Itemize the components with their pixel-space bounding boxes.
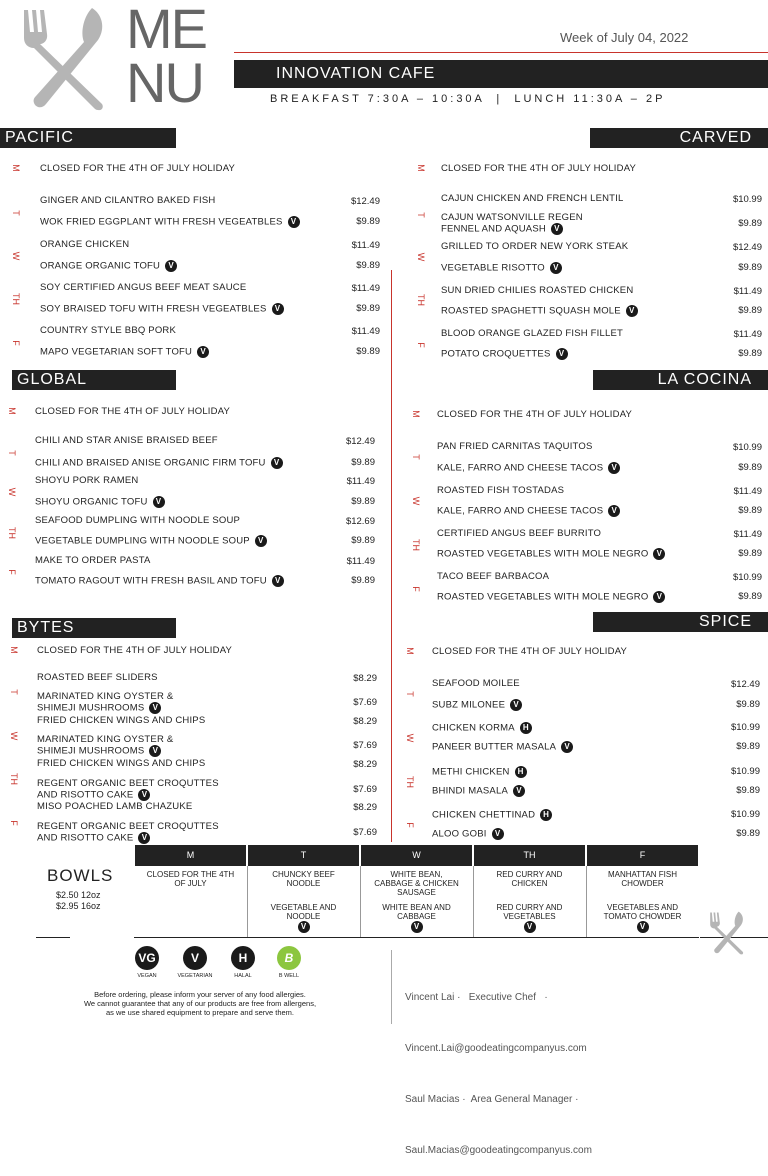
menu-item-price: $11.49 — [733, 486, 762, 497]
menu-item-name: PAN FRIED CARNITAS TAQUITOS — [437, 441, 593, 452]
day-label-w: W — [411, 496, 421, 506]
menu-item-price: $9.89 — [738, 548, 762, 559]
menu-item-price: $12.49 — [345, 436, 375, 447]
manager-name: Saul Macias · Area General Manager · — [405, 1094, 579, 1105]
menu-item-price: $9.89 — [736, 785, 760, 796]
menu-item-price: $9.89 — [736, 741, 760, 752]
menu-item — [35, 496, 165, 508]
menu-item-name: ROASTED SPAGHETTI SQUASH MOLE — [441, 305, 621, 317]
menu-item-price: $11.49 — [346, 556, 375, 567]
logo-line-me: ME — [126, 0, 206, 60]
day-label-th: TH — [405, 776, 415, 788]
vegetarian-badge-icon: V — [153, 496, 165, 508]
menu-item-name: SOY BRAISED TOFU WITH FRESH VEGEATBLES — [40, 303, 267, 315]
menu-item-price: $8.29 — [353, 802, 377, 813]
menu-item-name: CAJUN CHICKEN AND FRENCH LENTIL — [441, 193, 624, 204]
menu-item — [441, 305, 638, 317]
menu-item — [37, 759, 205, 769]
section-header-lacocina: LA COCINA — [593, 370, 768, 390]
menu-item — [40, 216, 300, 228]
menu-item-price: $12.49 — [730, 679, 760, 690]
vegetarian-badge-icon: V — [551, 223, 563, 235]
day-label-t: T — [416, 212, 426, 218]
menu-item — [441, 348, 568, 360]
manager-email[interactable]: Saul.Macias@goodeatingcompanyus.com — [405, 1145, 592, 1156]
menu-item — [40, 196, 215, 206]
menu-item-name: MAPO VEGETARIAN SOFT TOFU — [40, 346, 193, 358]
day-label-th: TH — [7, 527, 17, 539]
vegetarian-badge-icon: V — [272, 575, 284, 587]
chef-email[interactable]: Vincent.Lai@goodeatingcompanyus.com — [405, 1043, 587, 1054]
menu-item-price: $9.89 — [356, 346, 380, 357]
menu-item-name-line2: SHIMEJI MUSHROOMS — [37, 702, 145, 714]
bowls-underline — [36, 937, 70, 938]
bowls-column-divider — [586, 866, 587, 938]
vegetarian-badge-icon: V — [608, 462, 620, 474]
menu-item-price: $9.89 — [356, 260, 380, 271]
day-label-w: W — [7, 487, 17, 497]
menu-item-price: $9.89 — [736, 699, 760, 710]
closed-notice: CLOSED FOR THE 4TH OF JULY HOLIDAY — [40, 163, 236, 174]
bowls-soup-top: RED CURRY AND CHICKEN — [496, 870, 563, 888]
bowls-day-header-th: TH — [474, 845, 585, 866]
vegetarian-badge-icon: V — [271, 457, 283, 469]
day-label-m: M — [7, 407, 17, 415]
menu-item — [432, 679, 520, 689]
menu-item-price: $9.89 — [738, 591, 762, 602]
halal-badge-icon: H — [515, 766, 527, 778]
menu-item — [432, 809, 552, 821]
vegetarian-badge-icon: V — [272, 303, 284, 315]
menu-item-price: $7.69 — [353, 827, 377, 838]
menu-item-price: $7.69 — [353, 697, 377, 708]
bwell-label: B WELL — [278, 973, 300, 979]
menu-item — [37, 692, 173, 714]
menu-item-price: $10.99 — [730, 722, 760, 733]
menu-item-name: SEAFOOD MOILEE — [432, 678, 520, 689]
menu-item-price: $9.89 — [738, 505, 762, 516]
menu-item — [432, 766, 527, 778]
menu-item-name: CHILI AND BRAISED ANISE ORGANIC FIRM TOFU — [35, 457, 266, 469]
bowls-soup-bottom: WHITE BEAN AND CABBAGE — [382, 903, 451, 921]
menu-item-name: ROASTED BEEF SLIDERS — [37, 672, 158, 683]
menu-item-price: $12.49 — [732, 242, 762, 253]
bowls-column-divider — [247, 866, 248, 938]
menu-item — [432, 741, 573, 753]
cafe-name-bar — [234, 60, 768, 88]
menu-item-price: $11.49 — [346, 476, 375, 487]
menu-item-price: $10.99 — [732, 442, 762, 453]
menu-item — [432, 722, 532, 734]
halal-icon: H — [231, 946, 255, 970]
menu-item — [437, 591, 665, 603]
bowls-soup-top: WHITE BEAN, CABBAGE & CHICKEN SAUSAGE — [374, 870, 459, 897]
chef-name: Vincent Lai · Executive Chef · — [405, 992, 548, 1003]
day-label-t: T — [7, 450, 17, 456]
closed-notice: CLOSED FOR THE 4TH OF JULY HOLIDAY — [441, 163, 637, 174]
menu-item-price: $9.89 — [738, 348, 762, 359]
day-label-w: W — [9, 731, 19, 741]
closed-notice: CLOSED FOR THE 4TH OF JULY HOLIDAY — [432, 646, 628, 657]
menu-item-name: VEGETABLE RISOTTO — [441, 262, 545, 274]
bowls-soup-top: CLOSED FOR THE 4TH OF JULY — [146, 870, 235, 888]
menu-item-name: VEGETABLE DUMPLING WITH NOODLE SOUP — [35, 535, 250, 547]
day-label-th: TH — [9, 773, 19, 785]
vegetarian-badge-icon: V — [653, 548, 665, 560]
menu-item-name: SUBZ MILONEE — [432, 699, 506, 711]
menu-item — [35, 556, 151, 566]
vegetarian-badge-icon: V — [513, 785, 525, 797]
section-header-global: GLOBAL — [12, 370, 176, 390]
menu-item — [437, 442, 592, 452]
halal-badge-icon: H — [540, 809, 552, 821]
menu-item-price: $9.89 — [351, 535, 375, 546]
bowls-column-divider — [473, 866, 474, 938]
day-label-m: M — [416, 164, 426, 172]
menu-item-name: CHILI AND STAR ANISE BRAISED BEEF — [35, 435, 218, 446]
menu-item-name: POTATO CROQUETTES — [441, 348, 551, 360]
menu-item-name: CERTIFIED ANGUS BEEF BURRITO — [437, 528, 602, 539]
menu-item-name: ALOO GOBI — [432, 828, 487, 840]
menu-item — [441, 262, 562, 274]
menu-item — [37, 673, 158, 683]
menu-item-price: $9.89 — [738, 462, 762, 473]
day-label-f: F — [11, 340, 21, 346]
menu-item-name: SOY CERTIFIED ANGUS BEEF MEAT SAUCE — [40, 282, 247, 293]
menu-item — [437, 529, 601, 539]
menu-item-name: SHOYU ORGANIC TOFU — [35, 496, 148, 508]
menu-item-price: $10.99 — [730, 809, 760, 820]
menu-item-name: PANEER BUTTER MASALA — [432, 741, 557, 753]
fork-knife-small-icon — [706, 910, 752, 956]
menu-item-name: GINGER AND CILANTRO BAKED FISH — [40, 195, 216, 206]
disclaimer-line-3: as we use shared equipment to prepare and serve them. — [105, 1008, 295, 1017]
menu-item-price: $8.29 — [353, 716, 377, 727]
menu-item-name-line2: AND RISOTTO CAKE — [37, 789, 134, 801]
menu-item — [40, 283, 246, 293]
menu-item-name: SEAFOOD DUMPLING WITH NOODLE SOUP — [35, 515, 241, 526]
menu-item — [35, 476, 139, 486]
day-label-t: T — [11, 210, 21, 216]
menu-item — [40, 346, 209, 358]
menu-item — [40, 326, 176, 336]
menu-item — [37, 802, 192, 812]
vegetarian-icon: V — [183, 946, 207, 970]
closed-notice: CLOSED FOR THE 4TH OF JULY HOLIDAY — [37, 645, 233, 656]
day-label-f: F — [9, 820, 19, 826]
vegetarian-badge-icon: V — [298, 921, 310, 933]
menu-item-name: ORANGE CHICKEN — [40, 239, 130, 250]
menu-item-price: $11.49 — [351, 240, 380, 251]
menu-item-name: REGENT ORGANIC BEET CROQUTTES — [37, 778, 219, 789]
day-label-t: T — [405, 691, 415, 697]
vegetarian-badge-icon: V — [138, 832, 150, 844]
vegetarian-badge-icon: V — [288, 216, 300, 228]
vegetarian-badge-icon: V — [138, 789, 150, 801]
vegetarian-badge-icon: V — [510, 699, 522, 711]
menu-item-price: $9.89 — [738, 305, 762, 316]
section-header-pacific: PACIFIC — [0, 128, 176, 148]
menu-item-price: $11.49 — [351, 326, 380, 337]
menu-item — [40, 303, 284, 315]
bowls-day-header-w: W — [361, 845, 472, 866]
day-label-m: M — [411, 410, 421, 418]
menu-item-price: $9.89 — [738, 262, 762, 273]
day-label-m: M — [11, 164, 21, 172]
hours: BREAKFAST 7:30A – 10:30A | LUNCH 11:30A – 2P — [270, 93, 666, 105]
day-label-th: TH — [416, 294, 426, 306]
menu-item — [441, 286, 633, 296]
menu-item — [35, 516, 240, 526]
menu-item-name: FRIED CHICKEN WINGS AND CHIPS — [37, 758, 206, 769]
week-of-date: Week of July 04, 2022 — [560, 30, 689, 45]
menu-item-name: GRILLED TO ORDER NEW YORK STEAK — [441, 241, 629, 252]
menu-item — [441, 242, 628, 252]
vegan-label: VEGAN — [137, 973, 157, 979]
menu-item-price: $9.89 — [736, 828, 760, 839]
menu-item-name-line2: AND RISOTTO CAKE — [37, 832, 134, 844]
bowls-soup-bottom: VEGETABLE AND NOODLE — [270, 903, 337, 921]
menu-item-name: MISO POACHED LAMB CHAZUKE — [37, 801, 193, 812]
day-label-th: TH — [411, 539, 421, 551]
vegetarian-badge-icon: V — [561, 741, 573, 753]
menu-item-name: ROASTED VEGETABLES WITH MOLE NEGRO — [437, 548, 649, 560]
bowls-soup-top: MANHATTAN FISH CHOWDER — [607, 870, 678, 888]
header-red-rule — [234, 52, 768, 53]
menu-item-name: WOK FRIED EGGPLANT WITH FRESH VEGEATBLES — [40, 216, 283, 228]
menu-item — [35, 575, 284, 587]
bowls-column-divider — [360, 866, 361, 938]
menu-item-price: $9.89 — [356, 303, 380, 314]
menu-item — [437, 486, 564, 496]
day-label-m: M — [405, 647, 415, 655]
day-label-w: W — [416, 252, 426, 262]
disclaimer-line-1: Before ordering, please inform your server of any food allergies. — [94, 990, 306, 999]
allergy-disclaimer — [30, 990, 370, 1017]
menu-item — [35, 457, 283, 469]
menu-item-name: MARINATED KING OYSTER & — [37, 734, 174, 745]
menu-item — [37, 735, 173, 757]
halal-badge-icon: H — [520, 722, 532, 734]
menu-item-price: $10.99 — [732, 572, 762, 583]
menu-item-price: $9.89 — [356, 216, 380, 227]
bowls-price-16oz: $2.95 16oz — [56, 901, 101, 911]
menu-item-price: $8.29 — [353, 759, 377, 770]
day-label-t: T — [411, 454, 421, 460]
menu-item-price: $12.69 — [345, 516, 375, 527]
menu-item-name: ORANGE ORGANIC TOFU — [40, 260, 161, 272]
vegetarian-badge-icon: V — [411, 921, 423, 933]
day-label-th: TH — [11, 293, 21, 305]
bowls-soup-bottom: VEGETABLES AND TOMATO CHOWDER — [603, 903, 682, 921]
menu-item-price: $10.99 — [730, 766, 760, 777]
vegetarian-badge-icon: V — [524, 921, 536, 933]
menu-item-name: FRIED CHICKEN WINGS AND CHIPS — [37, 715, 206, 726]
bowls-title: BOWLS — [47, 866, 114, 885]
menu-item-name: MARINATED KING OYSTER & — [37, 691, 174, 702]
menu-item-name: SHOYU PORK RAMEN — [35, 475, 139, 486]
menu-item-price: $8.29 — [353, 673, 377, 684]
vegetarian-label: VEGETARIAN — [177, 973, 213, 979]
menu-item — [437, 548, 665, 560]
menu-item-price: $12.49 — [350, 196, 380, 207]
menu-item — [441, 329, 623, 339]
day-label-f: F — [411, 586, 421, 592]
center-divider — [391, 270, 392, 842]
day-label-w: W — [405, 733, 415, 743]
menu-item — [37, 822, 219, 844]
menu-item-name: BLOOD ORANGE GLAZED FISH FILLET — [441, 328, 623, 339]
menu-item — [437, 505, 620, 517]
vegetarian-badge-icon: V — [197, 346, 209, 358]
menu-item — [35, 436, 218, 446]
vegetarian-badge-icon: V — [255, 535, 267, 547]
menu-item — [432, 828, 504, 840]
menu-item — [40, 240, 129, 250]
menu-item — [441, 213, 583, 235]
bowls-day-header-m: M — [135, 845, 246, 866]
logo-text — [126, 2, 236, 114]
vegetarian-badge-icon: V — [556, 348, 568, 360]
halal-label: HALAL — [234, 973, 252, 979]
menu-item-name: TOMATO RAGOUT WITH FRESH BASIL AND TOFU — [35, 575, 267, 587]
menu-item-name: COUNTRY STYLE BBQ PORK — [40, 325, 177, 336]
disclaimer-line-2: We cannot guarantee that any of our products are free from allergens, — [83, 999, 317, 1008]
day-label-f: F — [416, 342, 426, 348]
menu-item-price: $9.89 — [738, 218, 762, 229]
menu-item-price: $7.69 — [353, 784, 377, 795]
menu-item-price: $11.49 — [733, 529, 762, 540]
menu-item-price: $11.49 — [733, 329, 762, 340]
vegetarian-badge-icon: V — [550, 262, 562, 274]
closed-notice: CLOSED FOR THE 4TH OF JULY HOLIDAY — [35, 406, 231, 417]
vegetarian-badge-icon: V — [149, 702, 161, 714]
bowls-price-12oz: $2.50 12oz — [56, 890, 101, 900]
bowls-soup-bottom: RED CURRY AND VEGETABLES — [496, 903, 563, 921]
vegetarian-badge-icon: V — [608, 505, 620, 517]
vegan-icon: VG — [135, 946, 159, 970]
bwell-icon: B — [277, 946, 301, 970]
menu-item-price: $9.89 — [351, 496, 375, 507]
menu-item — [437, 572, 549, 582]
menu-item-name: KALE, FARRO AND CHEESE TACOS — [437, 505, 604, 517]
menu-item-name: SUN DRIED CHILIES ROASTED CHICKEN — [441, 285, 634, 296]
menu-item-name-line2: FENNEL AND AQUASH — [441, 223, 546, 235]
vegetarian-badge-icon: V — [637, 921, 649, 933]
day-label-m: M — [9, 646, 19, 654]
logo-line-nu: NU — [126, 51, 203, 114]
fork-knife-logo-icon — [14, 4, 124, 114]
menu-item-name-line2: SHIMEJI MUSHROOMS — [37, 745, 145, 757]
menu-item — [441, 194, 624, 204]
vegetarian-badge-icon: V — [165, 260, 177, 272]
contacts — [405, 955, 592, 1176]
menu-item — [432, 785, 525, 797]
menu-item — [37, 716, 205, 726]
section-header-bytes: BYTES — [12, 618, 176, 638]
day-label-w: W — [11, 251, 21, 261]
menu-item-name: KALE, FARRO AND CHEESE TACOS — [437, 462, 604, 474]
menu-item — [35, 535, 267, 547]
menu-item-name: ROASTED VEGETABLES WITH MOLE NEGRO — [437, 591, 649, 603]
menu-item-name: CAJUN WATSONVILLE REGEN — [441, 212, 583, 223]
bowls-soup-top: CHUNCKY BEEF NOODLE — [272, 870, 335, 888]
section-header-spice: SPICE — [593, 612, 768, 632]
cafe-name: INNOVATION CAFE — [276, 65, 436, 82]
menu-item-name: CHICKEN CHETTINAD — [432, 809, 536, 821]
bowls-day-header-t: T — [248, 845, 359, 866]
vegetarian-badge-icon: V — [149, 745, 161, 757]
menu-item-price: $7.69 — [353, 740, 377, 751]
menu-item-name: METHI CHICKEN — [432, 766, 510, 778]
menu-item-name: BHINDI MASALA — [432, 785, 508, 797]
menu-item-price: $9.89 — [351, 575, 375, 586]
menu-item — [37, 779, 219, 801]
menu-item-name: REGENT ORGANIC BEET CROQUTTES — [37, 821, 219, 832]
vegetarian-badge-icon: V — [653, 591, 665, 603]
day-label-f: F — [7, 569, 17, 575]
menu-item-name: ROASTED FISH TOSTADAS — [437, 485, 565, 496]
menu-item-name: CHICKEN KORMA — [432, 722, 515, 734]
menu-item-price: $9.89 — [351, 457, 375, 468]
menu-item-price: $11.49 — [351, 283, 380, 294]
day-label-f: F — [405, 822, 415, 828]
menu-item-price: $10.99 — [732, 194, 762, 205]
day-label-t: T — [9, 689, 19, 695]
vegetarian-badge-icon: V — [492, 828, 504, 840]
menu-item-name: TACO BEEF BARBACOA — [437, 571, 550, 582]
menu-item-name: MAKE TO ORDER PASTA — [35, 555, 151, 566]
closed-notice: CLOSED FOR THE 4TH OF JULY HOLIDAY — [437, 409, 633, 420]
section-header-carved: CARVED — [590, 128, 768, 148]
menu-item — [437, 462, 620, 474]
menu-item-price: $11.49 — [733, 286, 762, 297]
menu-item — [432, 699, 522, 711]
bowls-day-header-f: F — [587, 845, 698, 866]
menu-item — [40, 260, 177, 272]
contacts-divider — [391, 950, 392, 1024]
bowls-bottom-rule — [134, 937, 699, 938]
vegetarian-badge-icon: V — [626, 305, 638, 317]
